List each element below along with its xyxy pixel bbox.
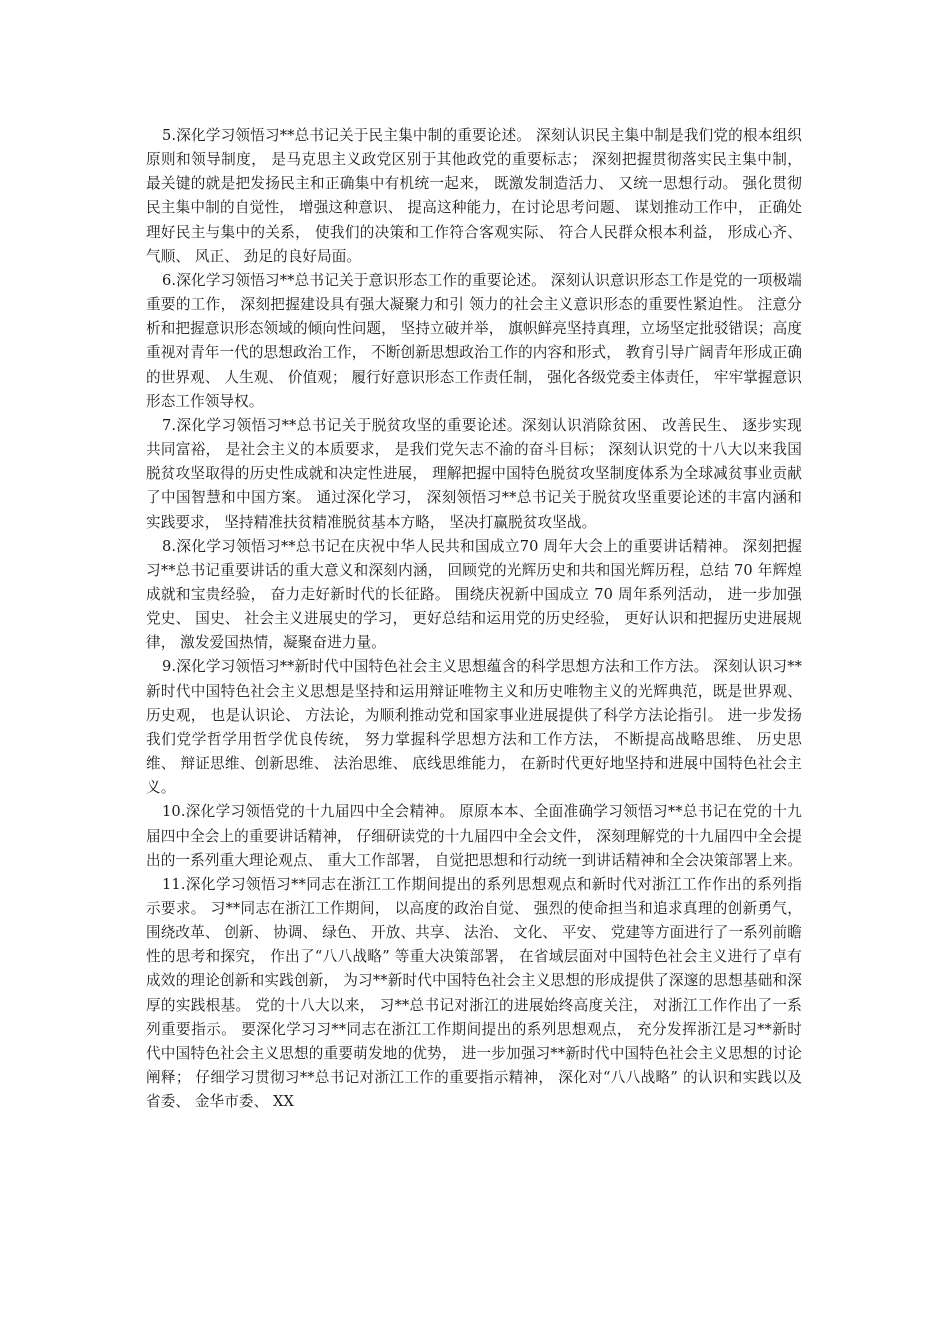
paragraph-5: 5.深化学习领悟习**总书记关于民主集中制的重要论述。 深刻认识民主集中制是我们党的根本组织原则和领导制度， 是马克思主义政党区别于其他政党的重要标志； 深刻把握贯彻落实民主集中制， 最关键的就是把发扬民主和正确集中有机统一起来， 既激发制造活力、 又统一思想行动。 强化贯彻民主集中制的自觉性， 增强这种意识、 提高这种能力，在讨论思考问题、 谋划推动工作中， 正确处理好民主与集中的关系， 使我们的决策和工作符合客观实际、 符合人民群众根本利益， 形成心齐、 气顺、 风正、 劲足的良好局面。 (146, 127, 802, 265)
paragraph-8: 8.深化学习领悟习**总书记在庆祝中华人民共和国成立70 周年大会上的重要讲话精神。 深刻把握习**总书记重要讲话的重大意义和深刻内涵， 回顾党的光辉历史和共和国光辉历程，总结 70 年辉煌成就和宝贵经验， 奋力走好新时代的长征路。 围绕庆祝新中国成立 70 周年系列活动， 进一步加强党史、 国史、 社会主义进展史的学习， 更好总结和运用党的历史经验， 更好认识和把握历史进展规律， 激发爱国热情，凝聚奋进力量。 (146, 537, 802, 652)
paragraph-9: 9.深化学习领悟习**新时代中国特色社会主义思想蕴含的科学思想方法和工作方法。 深刻认识习**新时代中国特色社会主义思想是坚持和运用辩证唯物主义和历史唯物主义的光辉典范，既是世界观、 历史观， 也是认识论、 方法论，为顺利推动党和国家事业进展提供了科学方法论指引。 进一步发扬我们党学哲学用哲学优良传统， 努力掌握科学思想方法和工作方法， 不断提高战略思维、 历史思维、 辩证思维、创新思维、 法治思维、 底线思维能力， 在新时代更好地坚持和进展中国特色社会主义。 (146, 658, 802, 797)
paragraph-10: 10.深化学习领悟党的十九届四中全会精神。 原原本本、全面准确学习领悟习**总书记在党的十九届四中全会上的重要讲话精神， 仔细研读党的十九届四中全会文件， 深刻理解党的十九届四中全会提出的一系列重大理论观点、 重大工作部署， 自觉把思想和行动统一到讲话精神和全会决策部署上来。 (146, 803, 803, 869)
paragraph-7: 7.深化学习领悟习**总书记关于脱贫攻坚的重要论述。深刻认识消除贫困、 改善民生、 逐步实现共同富裕， 是社会主义的本质要求， 是我们党矢志不渝的奋斗目标； 深刻认识党的十八大以来我国脱贫攻坚取得的历史性成就和决定性进展， 理解把握中国特色脱贫攻坚制度体系为全球减贫事业贡献了中国智慧和中国方案。 通过深化学习， 深刻领悟习**总书记关于脱贫攻坚重要论述的丰富内涵和实践要求， 坚持精准扶贫精准脱贫基本方略， 坚决打赢脱贫攻坚战。 (146, 416, 802, 531)
paragraph-11: 11.深化学习领悟习**同志在浙江工作期间提出的系列思想观点和新时代对浙江工作作出的系列指示要求。 习**同志在浙江工作期间， 以高度的政治自觉、 强烈的使命担当和追求真理的创新勇气， 围绕改革、 创新、 协调、 绿色、 开放、共享、 法治、 文化、 平安、 党建等方面进行了一系列前瞻性的思考和探究， 作出了“八八战略” 等重大决策部署， 在省域层面对中国特色社会主义进行了卓有成效的理论创新和实践创新， 为习**新时代中国特色社会主义思想的形成提供了深邃的思想基础和深厚的实践根基。 党的十八大以来， 习**总书记对浙江的进展始终高度关注， 对浙江工作作出了一系列重要指示。 要深化学习习**同志在浙江工作期间提出的系列思想观点， 充分发挥浙江是习**新时代中国特色社会主义思想的重要萌发地的优势， 进一步加强习**新时代中国特色社会主义思想的讨论阐释； 仔细学习贯彻习**总书记对浙江工作的重要指示精神， 深化对“八八战略” 的认识和实践以及省委、 金华市委、 XX (146, 875, 802, 1111)
paragraph-6: 6.深化学习领悟习**总书记关于意识形态工作的重要论述。 深刻认识意识形态工作是党的一项极端重要的工作， 深刻把握建设具有强大凝聚力和引 领力的社会主义意识形态的重要性紧迫性。 注意分析和把握意识形态领域的倾向性问题， 坚持立破并举， 旗帜鲜亮坚持真理，立场坚定批驳错误；高度重视对青年一代的思想政治工作， 不断创新思想政治工作的内容和形式， 教育引导广阔青年形成正确的世界观、 人生观、 价值观； 履行好意识形态工作责任制， 强化各级党委主体责任， 牢牢掌握意识形态工作领导权。 (146, 271, 803, 410)
document-body (146, 124, 802, 1114)
